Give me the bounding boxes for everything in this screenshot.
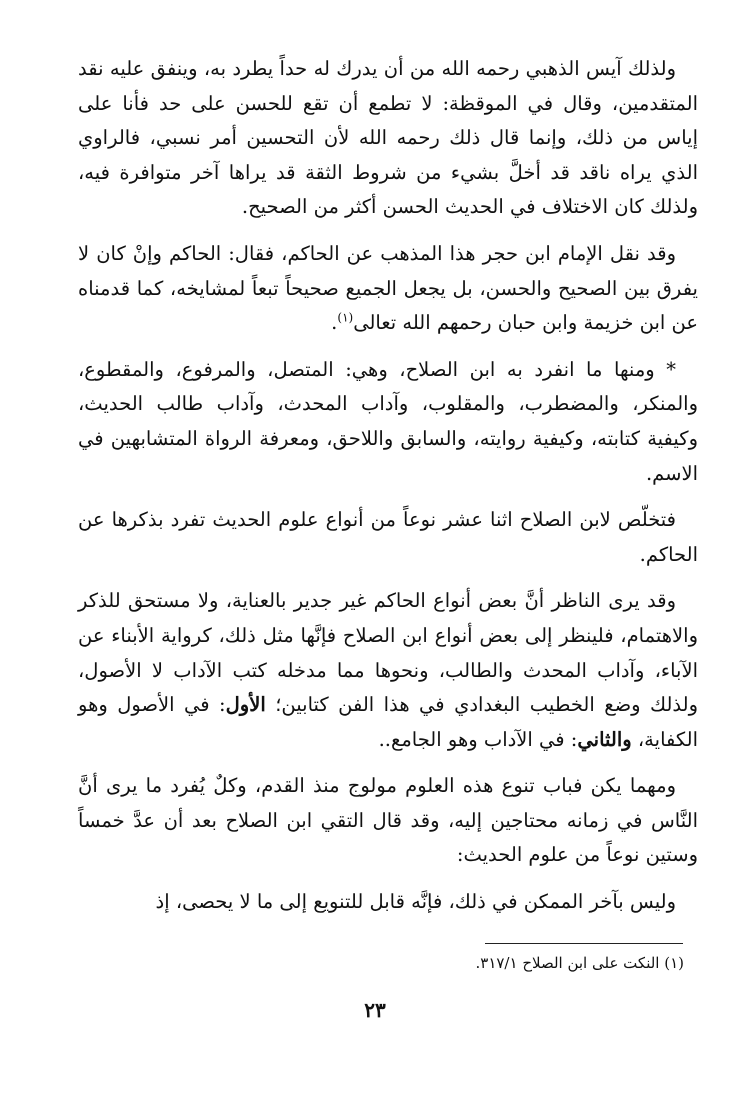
paragraph-5-part-a: وقد يرى الناظر أنَّ بعض أنواع الحاكم غير جدير بالعناية، ولا مستحق للذكر والاهتمام، فلينظر إلى بعض أنواع ابن الصلاح فإنَّها مثل ذلك، كرواية الأبناء عن الآباء، وآداب المحدث والطالب، ونحوها مما مدخله كتب الآداب لا الأصول، ولذلك وضع الخطيب البغدادي في هذا الفن كتابين؛ bbox=[78, 589, 698, 717]
body-text bbox=[78, 52, 698, 924]
page-number: ٢٣ bbox=[364, 998, 386, 1022]
footnote: (١) النكت على ابن الصلاح ٣١٧/١. bbox=[475, 954, 684, 972]
paragraph-5-part-b: : في الأصول وهو الكفاية، bbox=[78, 693, 698, 751]
paragraph-7: وليس بآخر الممكن في ذلك، فإنَّه قابل للتنويع إلى ما لا يحصى، إذ bbox=[155, 890, 676, 914]
paragraph-3: * ومنها ما انفرد به ابن الصلاح، وهي: المتصل، والمرفوع، والمقطوع، والمنكر، والمضطرب، والمقلوب، وآداب المحدث، وآداب طالب الحديث، وكيفية كتابته، وكيفية روايته، والسابق واللاحق، ومعرفة الرواة المتشابهين في الاسم. bbox=[78, 357, 698, 485]
paragraph-2-end: . bbox=[331, 311, 338, 335]
paragraph-4: فتخلّص لابن الصلاح اثنا عشر نوعاً من أنواع علوم الحديث تفرد بذكرها عن الحاكم. bbox=[78, 508, 698, 566]
paragraph-5-part-c: : في الآداب وهو الجامع.. bbox=[378, 727, 578, 751]
footnote-marker-1[interactable]: (١) bbox=[337, 310, 354, 325]
paragraph-2-text: وقد نقل الإمام ابن حجر هذا المذهب عن الحاكم، فقال: الحاكم وإنْ كان لا يفرق بين الصحيح والحسن، بل يجعل الجميع صحيحاً تبعاً لمشايخه، كما قدمناه عن ابن خزيمة وابن حبان رحمهم الله تعالى bbox=[78, 241, 698, 335]
footnote-separator bbox=[485, 943, 683, 944]
paragraph-5 bbox=[78, 584, 698, 757]
bold-term-first: الأول bbox=[225, 693, 266, 717]
paragraph-1: ولذلك آيس الذهبي رحمه الله من أن يدرك له حداً يطرد به، وينفق عليه نقد المتقدمين، وقال في الموقظة: لا تطمع أن تقع للحسن على حد فأنا على إياس من ذلك، وإنما قال ذلك رحمه الله لأن التحسين أمر نسبي، فالراوي الذي يراه ناقد قد أخلَّ بشيء من شروط الثقة قد يراها آخر متوافرة فيه، ولذلك كان الاختلاف في الحديث الحسن أكثر من الصحيح. bbox=[78, 57, 698, 219]
paragraph-2 bbox=[78, 237, 698, 341]
bold-term-second: والثاني bbox=[577, 727, 632, 751]
paragraph-6: ومهما يكن فباب تنوع هذه العلوم مولوج منذ القدم، وكلٌ يُفرد ما يرى أنَّ النَّاس في زمانه محتاجين إليه، وقد قال التقي ابن الصلاح بعد أن عدَّ خمساً وستين نوعاً من علوم الحديث: bbox=[78, 774, 698, 867]
